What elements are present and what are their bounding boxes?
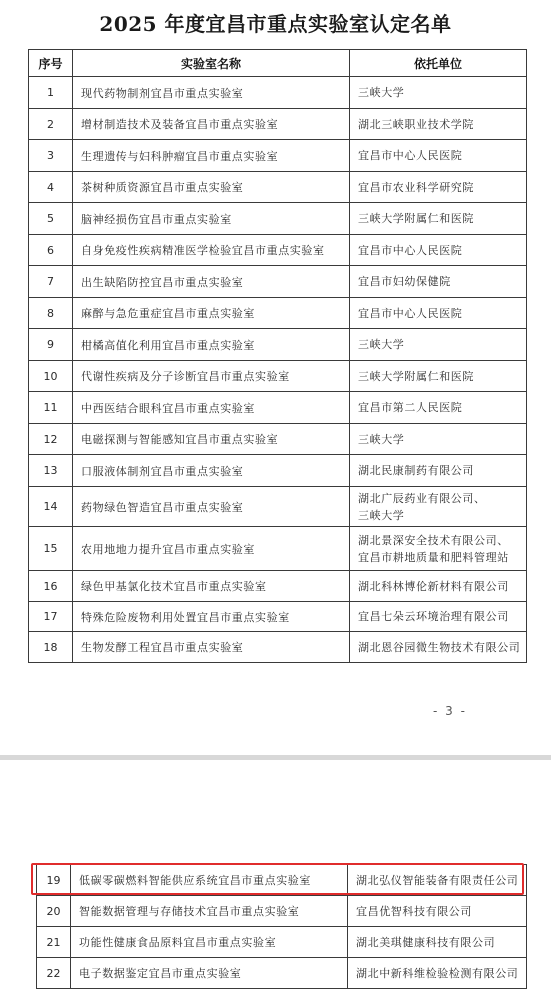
lab-name: 特殊危险废物利用处置宜昌市重点实验室	[73, 602, 350, 632]
row-index: 9	[29, 329, 73, 361]
host-unit-line: 湖北民康制药有限公司	[358, 464, 474, 477]
lab-name: 绿色甲基氯化技术宜昌市重点实验室	[73, 571, 350, 602]
lab-name: 农用地地力提升宜昌市重点实验室	[73, 527, 350, 571]
host-unit-line: 三峡大学	[358, 432, 405, 446]
table-row	[29, 203, 527, 235]
host-unit	[350, 527, 527, 571]
lab-name: 脑神经损伤宜昌市重点实验室	[73, 203, 350, 235]
lab-name: 电子数据鉴定宜昌市重点实验室	[71, 958, 348, 989]
row-index: 21	[37, 927, 71, 958]
table-row	[37, 896, 527, 927]
host-unit	[348, 958, 527, 989]
page-number: - 3 -	[433, 704, 467, 718]
host-unit-line: 宜昌市耕地质量和肥料管理站	[358, 550, 509, 564]
host-unit	[348, 865, 527, 896]
host-unit	[350, 487, 527, 527]
lab-name: 增材制造技术及装备宜昌市重点实验室	[73, 109, 350, 140]
row-index: 6	[29, 235, 73, 266]
host-unit	[350, 172, 527, 203]
lab-name: 出生缺陷防控宜昌市重点实验室	[73, 266, 350, 298]
table-row	[29, 571, 527, 602]
table-row	[29, 77, 527, 109]
host-unit	[350, 109, 527, 140]
header-lab-name: 实验室名称	[73, 50, 350, 77]
row-index: 8	[29, 298, 73, 329]
row-index: 11	[29, 392, 73, 424]
host-unit	[350, 571, 527, 602]
table-row	[37, 927, 527, 958]
row-index: 10	[29, 361, 73, 392]
host-unit	[350, 424, 527, 455]
host-unit	[350, 203, 527, 235]
row-index: 4	[29, 172, 73, 203]
host-unit	[350, 632, 527, 663]
table-row	[29, 527, 527, 571]
lab-name: 自身免疫性疾病精准医学检验宜昌市重点实验室	[73, 235, 350, 266]
host-unit	[350, 140, 527, 172]
lab-name: 中西医结合眼科宜昌市重点实验室	[73, 392, 350, 424]
lab-name: 低碳零碳燃料智能供应系统宜昌市重点实验室	[71, 865, 348, 896]
table-row	[29, 329, 527, 361]
host-unit-line: 宜昌市第二人民医院	[358, 401, 463, 414]
row-index: 17	[29, 602, 73, 632]
host-unit-line: 湖北科林博伦新材料有限公司	[358, 579, 509, 593]
lab-name: 电磁探测与智能感知宜昌市重点实验室	[73, 424, 350, 455]
row-index: 5	[29, 203, 73, 235]
lab-name: 柑橘高值化利用宜昌市重点实验室	[73, 329, 350, 361]
lab-name: 生物发酵工程宜昌市重点实验室	[73, 632, 350, 663]
table-row	[29, 266, 527, 298]
host-unit-line: 宜昌七朵云环境治理有限公司	[358, 610, 509, 623]
lab-list-table-page-1	[28, 49, 527, 663]
host-unit-line: 湖北广辰药业有限公司、	[358, 491, 486, 505]
host-unit-line: 湖北中新科维检验检测有限公司	[356, 966, 519, 980]
host-unit	[350, 235, 527, 266]
host-unit-line: 宜昌市农业科学研究院	[358, 180, 474, 194]
host-unit	[350, 329, 527, 361]
host-unit-line: 湖北三峡职业技术学院	[358, 117, 474, 131]
header-index: 序号	[29, 50, 73, 77]
table-row	[29, 487, 527, 527]
table-row	[37, 958, 527, 989]
table-row	[29, 140, 527, 172]
host-unit	[350, 77, 527, 109]
row-index: 12	[29, 424, 73, 455]
row-index: 16	[29, 571, 73, 602]
host-unit-line: 三峡大学	[358, 508, 405, 522]
table-row	[29, 392, 527, 424]
table-row	[29, 298, 527, 329]
row-index: 14	[29, 487, 73, 527]
host-unit-line: 宜昌市中心人民医院	[358, 243, 463, 257]
table-row	[29, 424, 527, 455]
row-index: 7	[29, 266, 73, 298]
lab-name: 现代药物制剂宜昌市重点实验室	[73, 77, 350, 109]
host-unit	[350, 361, 527, 392]
lab-name: 代谢性疾病及分子诊断宜昌市重点实验室	[73, 361, 350, 392]
lab-list-table-page-2	[36, 864, 527, 989]
host-unit	[350, 392, 527, 424]
row-index: 1	[29, 77, 73, 109]
table-row	[37, 865, 527, 896]
row-index: 13	[29, 455, 73, 487]
row-index: 2	[29, 109, 73, 140]
table-row	[29, 172, 527, 203]
document-page-2	[0, 760, 551, 1000]
host-unit	[350, 266, 527, 298]
row-index: 22	[37, 958, 71, 989]
host-unit-line: 湖北恩谷园微生物技术有限公司	[358, 640, 521, 654]
host-unit-line: 宜昌市妇幼保健院	[358, 275, 451, 288]
document-title: 2025 年度宜昌市重点实验室认定名单	[99, 12, 452, 36]
table-row	[29, 602, 527, 632]
host-unit-line: 宜昌优智科技有限公司	[356, 904, 472, 918]
table-row	[29, 632, 527, 663]
lab-name: 茶树种质资源宜昌市重点实验室	[73, 172, 350, 203]
row-index: 20	[37, 896, 71, 927]
host-unit	[350, 298, 527, 329]
row-index: 15	[29, 527, 73, 571]
lab-name: 功能性健康食品原料宜昌市重点实验室	[71, 927, 348, 958]
host-unit-line: 湖北美琪健康科技有限公司	[356, 935, 496, 949]
host-unit-line: 三峡大学附属仁和医院	[358, 369, 474, 383]
host-unit-line: 湖北弘仪智能装备有限责任公司	[356, 873, 519, 887]
host-unit-line: 宜昌市中心人民医院	[358, 149, 463, 162]
table-row	[29, 235, 527, 266]
table-row	[29, 361, 527, 392]
row-index: 3	[29, 140, 73, 172]
header-host-unit: 依托单位	[350, 50, 527, 77]
host-unit	[348, 896, 527, 927]
host-unit	[350, 602, 527, 632]
host-unit-line: 三峡大学附属仁和医院	[358, 212, 474, 225]
lab-name: 口服液体制剂宜昌市重点实验室	[73, 455, 350, 487]
host-unit-line: 宜昌市中心人民医院	[358, 306, 463, 320]
host-unit-line: 三峡大学	[358, 338, 405, 351]
lab-name: 生理遗传与妇科肿瘤宜昌市重点实验室	[73, 140, 350, 172]
lab-name: 药物绿色智造宜昌市重点实验室	[73, 487, 350, 527]
host-unit	[350, 455, 527, 487]
host-unit-line: 三峡大学	[358, 86, 405, 99]
lab-name: 麻醉与急危重症宜昌市重点实验室	[73, 298, 350, 329]
host-unit-line: 湖北景深安全技术有限公司、	[358, 533, 509, 547]
row-index: 18	[29, 632, 73, 663]
table-header-row	[29, 50, 527, 77]
row-index: 19	[37, 865, 71, 896]
host-unit	[348, 927, 527, 958]
table-row	[29, 109, 527, 140]
table-row	[29, 455, 527, 487]
lab-name: 智能数据管理与存储技术宜昌市重点实验室	[71, 896, 348, 927]
